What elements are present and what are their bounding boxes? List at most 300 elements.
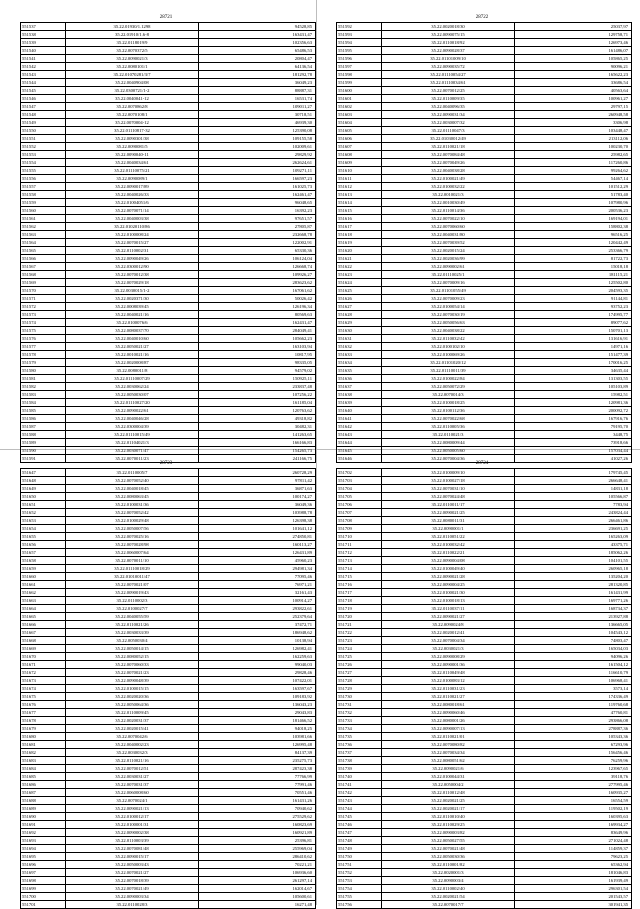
table-row <box>337 701 632 709</box>
row-number: 551626 <box>337 295 382 303</box>
cadastral-number: 35.22.0100027/7 <box>66 605 199 613</box>
value-cell: 165622,23 <box>515 71 632 79</box>
value-cell: 105103,89 <box>515 383 632 391</box>
table-row <box>21 525 316 533</box>
value-cell: 50026,42 <box>199 295 316 303</box>
table-row <box>21 805 316 813</box>
table-row <box>337 247 632 255</box>
cadastral-number: 35.22.0090035/72 <box>382 63 515 71</box>
table-row <box>21 757 316 765</box>
table-row <box>337 263 632 271</box>
value-cell: 260728,29 <box>199 469 316 477</box>
table-row <box>337 877 632 885</box>
cadastral-number: 35.22.0020015/24 <box>382 247 515 255</box>
value-cell: 65330,36 <box>199 247 316 255</box>
cadastral-number: 35.22.0020021/54 <box>382 893 515 901</box>
table-row <box>337 781 632 789</box>
value-cell: 94096,26 <box>515 653 632 661</box>
table-row <box>337 813 632 821</box>
table-row <box>21 415 316 423</box>
value-cell: 162431,47 <box>199 319 316 327</box>
cadastral-number: 35.22.0110005/36 <box>382 423 515 431</box>
value-cell: 96048,65 <box>199 199 316 207</box>
row-number: 551582 <box>21 383 66 391</box>
value-cell: 102356,63 <box>199 39 316 47</box>
cadastral-number: 35.22.0110022/21 <box>382 549 515 557</box>
row-number: 551732 <box>337 709 382 717</box>
value-cell: 131616,91 <box>515 335 632 343</box>
table-row <box>337 477 632 485</box>
row-number: 551555 <box>21 167 66 175</box>
table-row <box>337 773 632 781</box>
value-cell: 76971,21 <box>199 581 316 589</box>
row-number: 551749 <box>337 845 382 853</box>
value-cell: 181466,52 <box>199 717 316 725</box>
value-cell: 15982,51 <box>515 391 632 399</box>
value-cell: 29828,46 <box>199 669 316 677</box>
value-cell: 101641,12 <box>199 525 316 533</box>
row-number: 551553 <box>21 151 66 159</box>
row-number: 551649 <box>21 485 66 493</box>
table-row <box>337 749 632 757</box>
cadastral-number: 35.22.0040026/33 <box>66 191 199 199</box>
value-cell: 109183,92 <box>199 693 316 701</box>
row-number: 551651 <box>21 501 66 509</box>
cadastral-number: 35.22.0060008/60 <box>66 789 199 797</box>
cadastral-number: 35.22.0090003/34 <box>66 893 199 901</box>
row-number: 551733 <box>337 717 382 725</box>
row-number: 551643 <box>337 431 382 439</box>
cadastral-number: 35.22.0110028/3 <box>66 901 199 909</box>
row-number: 551587 <box>21 423 66 431</box>
row-number: 551671 <box>21 661 66 669</box>
value-cell: 126973,46 <box>515 39 632 47</box>
table-row <box>337 789 632 797</box>
row-number: 551682 <box>21 749 66 757</box>
cadastral-number: 35.22.0050005/60 <box>382 447 515 455</box>
row-number: 551728 <box>337 677 382 685</box>
cadastral-number: 35.22.01910/1.6-8 <box>66 31 199 39</box>
cadastral-number: 35.22.0100015/15 <box>66 685 199 693</box>
cadastral-number: 35.22.0110049/48 <box>382 669 515 677</box>
cadastral-number: 35.22.0070024/1 <box>66 797 199 805</box>
table-row <box>337 111 632 119</box>
table-row <box>337 717 632 725</box>
value-cell: 29797,15 <box>515 103 632 111</box>
cadastral-number: 35.22.0110012/48 <box>382 789 515 797</box>
value-cell: 27805,87 <box>199 223 316 231</box>
row-number: 551620 <box>337 247 382 255</box>
row-number: 551665 <box>21 613 66 621</box>
row-number: 551653 <box>21 517 66 525</box>
value-cell: 120442,49 <box>515 239 632 247</box>
row-number: 551617 <box>337 223 382 231</box>
value-cell: 204593,35 <box>515 287 632 295</box>
cadastral-number: 35.22.0110002/31 <box>66 247 199 255</box>
row-number: 551686 <box>21 781 66 789</box>
value-cell: 274850,81 <box>199 533 316 541</box>
value-cell: 104101,55 <box>515 557 632 565</box>
value-cell: 54467,14 <box>515 175 632 183</box>
row-number: 551638 <box>337 391 382 399</box>
table-row <box>21 837 316 845</box>
value-cell: 25396,81 <box>199 837 316 845</box>
table-row <box>337 549 632 557</box>
cadastral-number: 35.22.0100032/42 <box>382 541 515 549</box>
table-row <box>337 239 632 247</box>
cadastral-number: 35.22.0090024/8 <box>382 621 515 629</box>
cadastral-number: 35.22.01004051/6 <box>66 199 199 207</box>
register-table <box>336 22 632 463</box>
table-row <box>21 501 316 509</box>
row-number: 551684 <box>21 765 66 773</box>
table-row <box>21 335 316 343</box>
row-number: 551584 <box>21 399 66 407</box>
row-number: 551691 <box>21 821 66 829</box>
value-cell: 161431,26 <box>199 797 316 805</box>
value-cell: 29043,83 <box>199 709 316 717</box>
cadastral-number: 35.22.0110002/3 <box>66 597 199 605</box>
cadastral-number: 35.22.0020008/87 <box>66 359 199 367</box>
value-cell: 36871,63 <box>199 485 316 493</box>
table-row <box>337 645 632 653</box>
value-cell: 100174,27 <box>199 493 316 501</box>
value-cell: 116610,79 <box>515 669 632 677</box>
value-cell: 64136,54 <box>199 63 316 71</box>
table-row <box>337 439 632 447</box>
cadastral-number: 35.22.0070372/5 <box>66 47 199 55</box>
value-cell: 120981,36 <box>515 399 632 407</box>
row-number: 551586 <box>21 415 66 423</box>
row-number: 551748 <box>337 837 382 845</box>
value-cell: 293822,61 <box>199 605 316 613</box>
value-cell: 99264,62 <box>515 167 632 175</box>
table-row <box>21 725 316 733</box>
table-row <box>21 399 316 407</box>
value-cell: 161431,99 <box>515 589 632 597</box>
row-number: 551542 <box>21 63 66 71</box>
cadastral-number: 35.22.0050027/55 <box>382 837 515 845</box>
cadastral-number: 35.22.0050021/27 <box>66 343 199 351</box>
table-row <box>21 63 316 71</box>
value-cell: 136665,05 <box>515 621 632 629</box>
table-row <box>21 797 316 805</box>
row-number: 551724 <box>337 645 382 653</box>
table-row <box>21 549 316 557</box>
cadastral-number: 35.22.0300721/1-2 <box>66 87 199 95</box>
value-cell: 109271,11 <box>199 167 316 175</box>
cadastral-number: 35.22.0110005/7 <box>66 469 199 477</box>
table-row <box>21 645 316 653</box>
table-row <box>337 303 632 311</box>
row-number: 551567 <box>21 263 66 271</box>
row-number: 551683 <box>21 757 66 765</box>
row-number: 551756 <box>337 901 382 909</box>
cadastral-number: 35.22.0040038/22 <box>382 327 515 335</box>
value-cell: 162014,67 <box>199 885 316 893</box>
row-number: 551652 <box>21 509 66 517</box>
cadastral-number: 35.22.0110051/22 <box>382 533 515 541</box>
cadastral-number: 35.22.0050064/36 <box>66 701 199 709</box>
row-number: 551729 <box>337 685 382 693</box>
cadastral-number: 35.22.01110025/1 <box>382 271 515 279</box>
value-cell: 301941,35 <box>515 901 632 909</box>
row-number: 551581 <box>21 375 66 383</box>
row-number: 551709 <box>337 525 382 533</box>
row-number: 551688 <box>21 797 66 805</box>
row-number: 551642 <box>337 423 382 431</box>
row-number: 551576 <box>21 335 66 343</box>
cadastral-number: 35.22.0100031/36 <box>66 501 199 509</box>
cadastral-number: 35.22.0070022/68 <box>382 415 515 423</box>
value-cell: 160935,27 <box>515 789 632 797</box>
cadastral-number: 35.22.0040003/38 <box>66 215 199 223</box>
row-number: 551658 <box>21 557 66 565</box>
value-cell: 46939,30 <box>199 119 316 127</box>
value-cell: 16531,74 <box>199 95 316 103</box>
cadastral-number: 35.22.0070017/7 <box>382 901 515 909</box>
table-row <box>337 501 632 509</box>
cadastral-number: 35.22.0050007/56 <box>66 525 199 533</box>
row-number: 551556 <box>21 175 66 183</box>
cadastral-number: 35.22.0070018/39 <box>66 877 199 885</box>
table-row <box>337 55 632 63</box>
row-number: 551639 <box>337 399 382 407</box>
value-cell: 33686,54 <box>515 79 632 87</box>
table-row <box>21 327 316 335</box>
cadastral-number: 35.22.0110029/25 <box>382 821 515 829</box>
value-cell: 252379,64 <box>199 613 316 621</box>
cadastral-number: 35.22.0090028/37 <box>382 47 515 55</box>
cadastral-number: 35.22.0040021/16 <box>66 311 199 319</box>
table-row <box>337 869 632 877</box>
table-row <box>21 821 316 829</box>
cadastral-number: 35.22.0070021/27 <box>66 869 199 877</box>
row-number: 551554 <box>21 159 66 167</box>
value-cell: 97811,42 <box>199 477 316 485</box>
table-row <box>21 781 316 789</box>
value-cell: 15018,18 <box>515 263 632 271</box>
value-cell: 70551,46 <box>199 789 316 797</box>
cadastral-number: 35.22.0050014/15 <box>66 645 199 653</box>
row-number: 551655 <box>21 533 66 541</box>
page-28721 <box>20 14 312 463</box>
row-number: 551629 <box>337 319 382 327</box>
value-cell: 150701,13 <box>515 327 632 335</box>
cadastral-number: 35.22.0090081/5 <box>66 143 199 151</box>
value-cell: 107980,96 <box>515 199 632 207</box>
row-number: 551706 <box>337 501 382 509</box>
row-number: 551607 <box>337 143 382 151</box>
row-number: 551619 <box>337 239 382 247</box>
table-row <box>21 47 316 55</box>
row-number: 551633 <box>337 351 382 359</box>
cadastral-number: 35.22.0100012/17 <box>66 813 199 821</box>
row-number: 551614 <box>337 199 382 207</box>
cadastral-number: 35.22.0100029/48 <box>66 517 199 525</box>
table-row <box>337 135 632 143</box>
table-row <box>21 621 316 629</box>
row-number: 551545 <box>21 87 66 95</box>
value-cell: 294981,34 <box>199 565 316 573</box>
table-row <box>21 39 316 47</box>
cadastral-number: 35.22.0100076/6 <box>66 319 199 327</box>
row-number: 551721 <box>337 621 382 629</box>
cadastral-number: 35.22.0100018/13 <box>382 597 515 605</box>
row-number: 551700 <box>21 893 66 901</box>
cadastral-number: 35.22.0020036/99 <box>382 255 515 263</box>
row-number: 551687 <box>21 789 66 797</box>
table-row <box>337 183 632 191</box>
value-cell: 16271,48 <box>199 901 316 909</box>
value-cell: 154265,73 <box>199 447 316 455</box>
cadastral-number: 35.22.01110011/39 <box>382 367 515 375</box>
table-row <box>337 653 632 661</box>
value-cell: 81722,73 <box>515 255 632 263</box>
value-cell: 253366,79 <box>515 247 632 255</box>
table-row <box>21 661 316 669</box>
value-cell: 10138,94 <box>199 637 316 645</box>
row-number: 551672 <box>21 669 66 677</box>
table-row <box>21 541 316 549</box>
cadastral-number: 35.22.0080009/44 <box>382 439 515 447</box>
table-row <box>337 255 632 263</box>
cadastral-number: 35.22.0070028/98 <box>66 541 199 549</box>
row-number: 551730 <box>337 693 382 701</box>
row-number: 551605 <box>337 127 382 135</box>
table-row <box>337 359 632 367</box>
table-row <box>21 359 316 367</box>
row-number: 551743 <box>337 797 382 805</box>
table-row <box>337 637 632 645</box>
value-cell: 126982,41 <box>199 645 316 653</box>
row-number: 551681 <box>21 741 66 749</box>
row-number: 551718 <box>337 597 382 605</box>
cadastral-number: 35.22.0030007/32 <box>382 119 515 127</box>
row-number: 551722 <box>337 629 382 637</box>
cadastral-number: 35.22.0090022/61 <box>66 407 199 415</box>
value-cell: 30482,31 <box>199 423 316 431</box>
value-cell: 241166,75 <box>199 455 316 463</box>
table-row <box>21 287 316 295</box>
value-cell: 135204,20 <box>515 573 632 581</box>
value-cell: 74803,47 <box>515 637 632 645</box>
table-row <box>21 199 316 207</box>
row-number: 551596 <box>337 55 382 63</box>
table-row <box>21 813 316 821</box>
value-cell: 7783,94 <box>515 501 632 509</box>
row-number: 551627 <box>337 303 382 311</box>
cadastral-number: 35.22.0020371/30 <box>66 295 199 303</box>
cadastral-number: 35.22.0110009/45 <box>66 709 199 717</box>
value-cell: 163103,94 <box>199 343 316 351</box>
row-number: 551676 <box>21 701 66 709</box>
cadastral-number: 35.22.01110075/21 <box>66 167 199 175</box>
cadastral-number: 35.22.0020018/30 <box>382 23 515 31</box>
value-cell: 80569,63 <box>199 311 316 319</box>
cadastral-number: 35.22.0110014/36 <box>382 207 515 215</box>
table-row <box>21 869 316 877</box>
table-row <box>337 605 632 613</box>
table-row <box>337 191 632 199</box>
table-row <box>337 517 632 525</box>
row-number: 551680 <box>21 733 66 741</box>
table-row <box>337 685 632 693</box>
value-cell: 213112,06 <box>515 135 632 143</box>
cadastral-number: 35.22.0090048/39 <box>66 677 199 685</box>
row-number: 551591 <box>21 455 66 463</box>
value-cell: 79195,70 <box>515 423 632 431</box>
value-cell: 120763,62 <box>199 407 316 415</box>
value-cell: 47760,81 <box>515 709 632 717</box>
value-cell: 100914,27 <box>199 597 316 605</box>
row-number: 551541 <box>21 55 66 63</box>
row-number: 551644 <box>337 439 382 447</box>
cadastral-number: 35.22.0090004/25 <box>382 581 515 589</box>
table-row <box>21 135 316 143</box>
cadastral-number: 35.22.0070022/10 <box>382 215 515 223</box>
value-cell: 260965,18 <box>515 565 632 573</box>
value-cell: 67293,96 <box>515 741 632 749</box>
table-row <box>337 207 632 215</box>
value-cell: 174995,77 <box>515 311 632 319</box>
table-row <box>21 629 316 637</box>
row-number: 551647 <box>21 469 66 477</box>
value-cell: 281320,85 <box>515 581 632 589</box>
value-cell: 200536,23 <box>515 207 632 215</box>
cadastral-number: 35.22.0110010/40 <box>382 813 515 821</box>
table-row <box>337 573 632 581</box>
table-row <box>337 319 632 327</box>
table-row <box>21 351 316 359</box>
table-row <box>337 797 632 805</box>
table-row <box>21 55 316 63</box>
cadastral-number: 35.22.0010030/49 <box>382 199 515 207</box>
value-cell: 275529,62 <box>199 813 316 821</box>
cadastral-number: 35.22.0080063/45 <box>66 493 199 501</box>
cadastral-number: 35.22.0110031/23 <box>382 685 515 693</box>
value-cell: 16554,59 <box>515 797 632 805</box>
row-number: 551678 <box>21 717 66 725</box>
row-number: 551746 <box>337 821 382 829</box>
value-cell: 286410,62 <box>199 853 316 861</box>
value-cell: 179745,45 <box>515 469 632 477</box>
value-cell: 160823,69 <box>199 821 316 829</box>
table-row <box>21 431 316 439</box>
value-cell: 100961,27 <box>515 95 632 103</box>
table-row <box>21 893 316 901</box>
row-number: 551654 <box>21 525 66 533</box>
row-number: 551695 <box>21 853 66 861</box>
cadastral-number: 35.22.01110027/20 <box>66 399 199 407</box>
cadastral-number: 35.22.0030033/39 <box>66 629 199 637</box>
value-cell: 77991,46 <box>199 781 316 789</box>
cadastral-number: 35.22.0090015/17 <box>66 853 199 861</box>
row-number: 551570 <box>21 287 66 295</box>
cadastral-number: 35.22.0070004/36 <box>382 455 515 463</box>
table-row <box>21 709 316 717</box>
table-row <box>21 343 316 351</box>
value-cell: 39118,76 <box>515 773 632 781</box>
table-row <box>337 509 632 517</box>
cadastral-number: 35.22.0100044/31 <box>382 773 515 781</box>
row-number: 551670 <box>21 653 66 661</box>
row-number: 551578 <box>21 351 66 359</box>
cadastral-number: 35.22.0020031/37 <box>66 717 199 725</box>
value-cell: 70221,21 <box>199 861 316 869</box>
row-number: 551594 <box>337 39 382 47</box>
table-row <box>21 477 316 485</box>
